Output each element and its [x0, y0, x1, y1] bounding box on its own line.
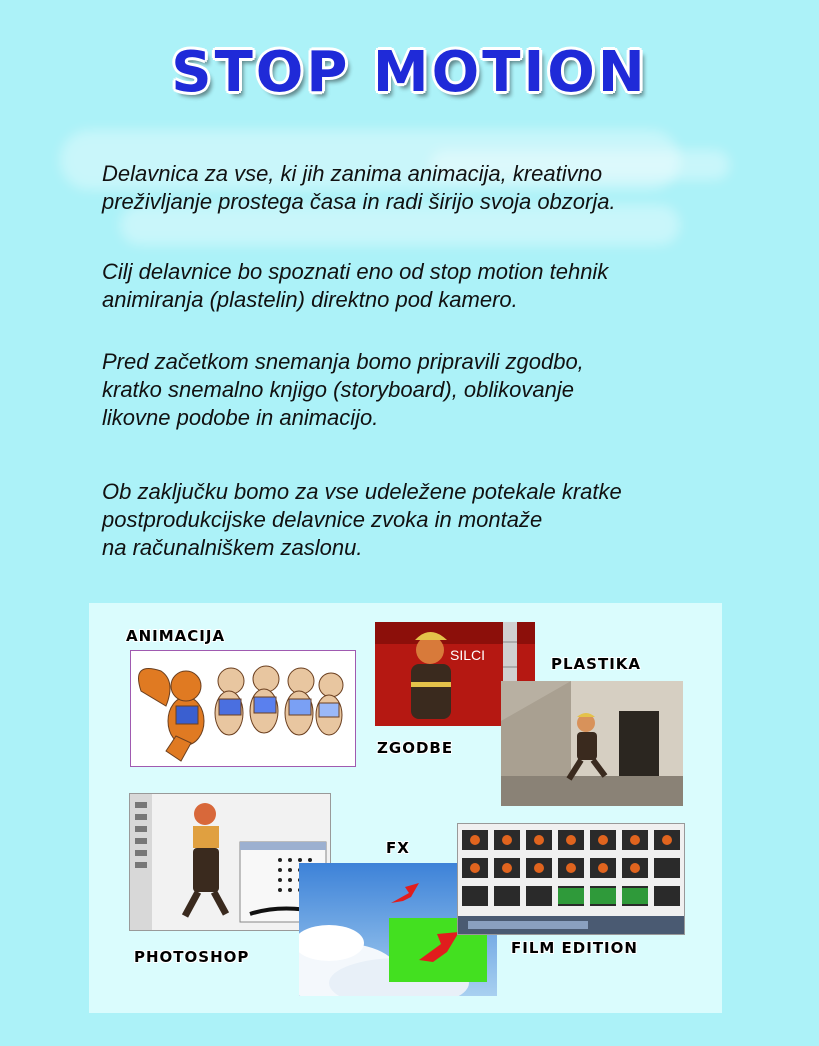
label-photoshop: PHOTOSHOP — [134, 948, 250, 966]
text-line: Cilj delavnice bo spoznati eno od stop motion tehnik — [102, 259, 609, 284]
text-line: postprodukcijske delavnice zvoka in montaže — [102, 507, 543, 532]
truck-text: SILCI — [450, 647, 486, 663]
text-line: Ob zaključku bomo za vse udeležene potekale kratke — [102, 479, 622, 504]
collage-panel — [89, 603, 722, 1013]
text-line: kratko snemalno knjigo (storyboard), oblikovanje — [102, 377, 575, 402]
text-line: Delavnica za vse, ki jih zanima animacija, kreativno — [102, 161, 603, 186]
label-film-edition: FILM EDITION — [511, 939, 638, 957]
paragraph-intro — [102, 160, 742, 216]
text-line: Pred začetkom snemanja bomo pripravili zgodbo, — [102, 349, 584, 374]
page-title: STOP MOTION — [171, 40, 648, 105]
text-line: animiranja (plastelin) direktno pod kamero. — [102, 287, 518, 312]
label-animacija: ANIMACIJA — [126, 627, 226, 645]
animation-squirrels-image — [130, 650, 356, 767]
paragraph-postproduction — [102, 478, 742, 562]
text-line: na računalniškem zaslonu. — [102, 535, 363, 560]
text-line: likovne podobe in animacijo. — [102, 405, 379, 430]
label-zgodbe: ZGODBE — [377, 739, 454, 757]
plasticine-building-image — [501, 681, 683, 806]
paragraph-goal — [102, 258, 742, 314]
film-editing-screenshot-image — [457, 823, 685, 935]
paragraph-preparation — [102, 348, 742, 432]
label-fx: FX — [386, 839, 410, 857]
label-plastika: PLASTIKA — [551, 655, 642, 673]
text-line: preživljanje prostega časa in radi širijo svoja obzorja. — [102, 189, 616, 214]
